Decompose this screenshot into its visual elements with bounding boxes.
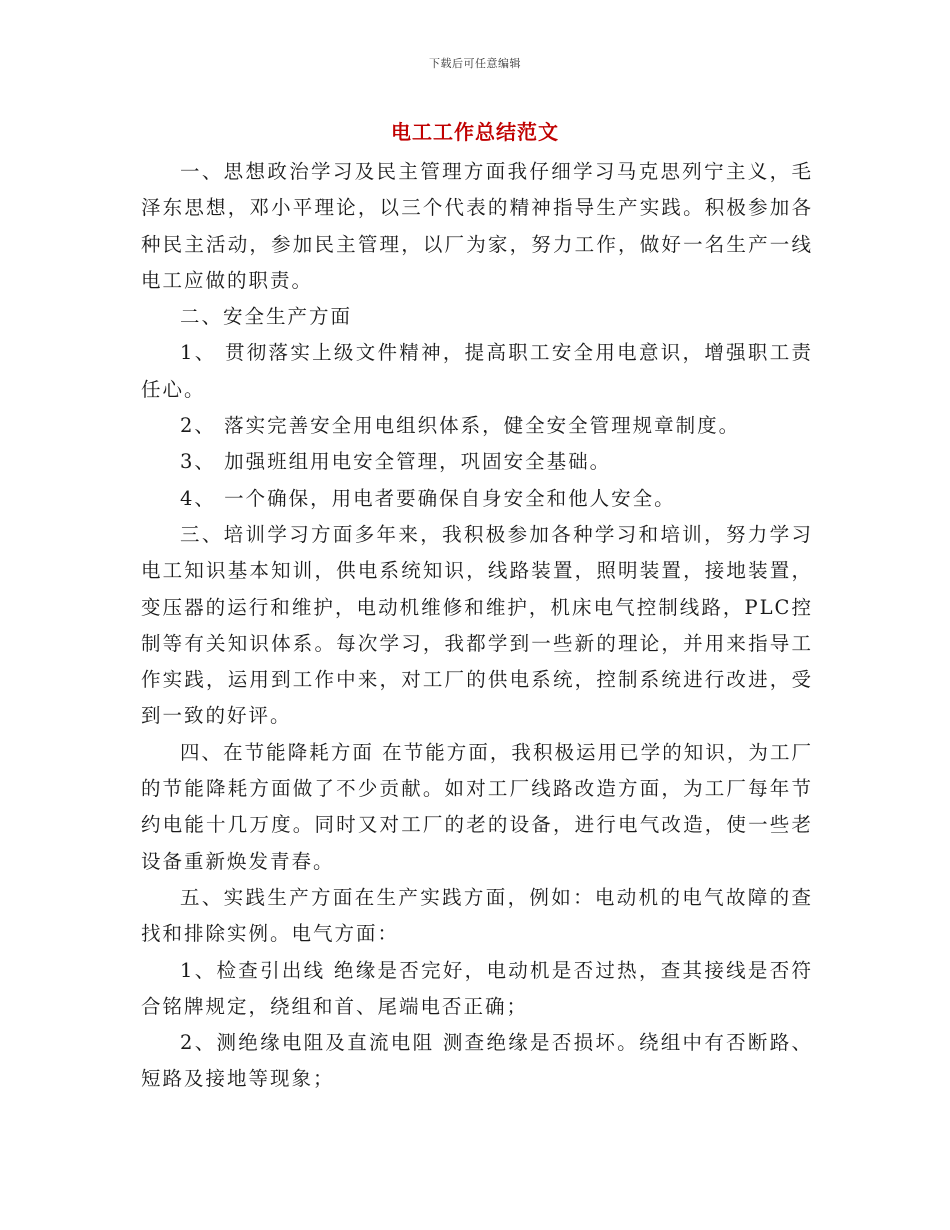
- paragraph-safety-item-4: 4、 一个确保，用电者要确保自身安全和他人安全。: [180, 486, 676, 510]
- paragraph-energy-saving: 四、在节能降耗方面 在节能方面，我积极运用已学的知识，为工厂的节能降耗方面做了不少贡献。如对工厂线路改造方面，为工厂每年节约电能十几万度。同时又对工厂的老的设备，进行电气改造，使一些老设备重新焕发青春。: [141, 740, 813, 873]
- document-body: [141, 154, 813, 1098]
- paragraph-politics: 一、思想政治学习及民主管理方面我仔细学习马克思列宁主义，毛泽东思想，邓小平理论，以三个代表的精神指导生产实践。积极参加各种民主活动，参加民主管理，以厂为家，努力工作，做好一名生产一线电工应做的职责。: [141, 160, 813, 292]
- paragraph-safety-item-1: 1、 贯彻落实上级文件精神，提高职工安全用电意识，增强职工责任心。: [141, 341, 813, 401]
- document-title: 电工工作总结范文: [391, 120, 559, 144]
- paragraph-practice-item-1: 1、检查引出线 绝缘是否完好，电动机是否过热，查其接线是否符合铭牌规定，绕组和首、尾端电否正确；: [141, 958, 813, 1018]
- paragraph-training: 三、培训学习方面多年来，我积极参加各种学习和培训，努力学习电工知识基本知训，供电系统知识，线路装置，照明装置，接地装置，变压器的运行和维护，电动机维修和维护，机床电气控制线路，PLC控制等有关知识体系。每次学习，我都学到一些新的理论，并用来指导工作实践，运用到工作中来，对工厂的供电系统，控制系统进行改进，受到一致的好评。: [141, 522, 813, 728]
- paragraph-safety-item-3: 3、 加强班组用电安全管理，巩固安全基础。: [180, 450, 612, 474]
- paragraph-practice-item-2: 2、测绝缘电阻及直流电阻 测查绝缘是否损坏。绕组中有否断路、短路及接地等现象；: [141, 1031, 813, 1091]
- header-note: 下载后可任意编辑: [429, 57, 521, 70]
- paragraph-practice: 五、实践生产方面在生产实践方面，例如：电动机的电气故障的查找和排除实例。电气方面：: [141, 885, 813, 946]
- paragraph-safety-heading: 二、安全生产方面: [180, 305, 353, 329]
- paragraph-safety-item-2: 2、 落实完善安全用电组织体系，健全安全管理规章制度。: [180, 414, 741, 438]
